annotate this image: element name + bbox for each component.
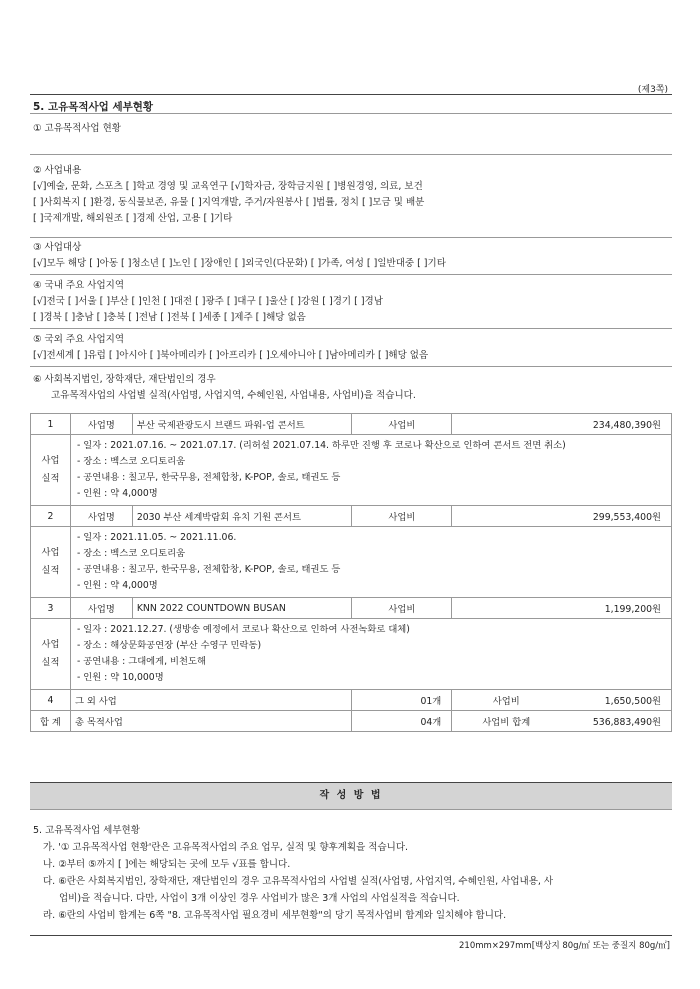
overseas-box	[30, 329, 672, 367]
target-line: [√]모두 해당 [ ]아동 [ ]청소년 [ ]노인 [ ]장애인 [ ]외국인(다문화) [ ]가족, 여성 [ ]일반대중 [ ]기타	[33, 258, 446, 269]
project-details	[70, 619, 671, 690]
guide-title: 5. 고유목적사업 세부현황	[33, 825, 140, 836]
cost-label: 사업비	[352, 598, 452, 619]
status-box	[30, 113, 672, 155]
guide-item: 라. ⑥란의 사업비 합계는 6쪽 "8. 고유목적사업 필요경비 세부현황"의 당기 목적사업비 합계와 일치해야 합니다.	[43, 910, 507, 921]
detail-line: - 공연내용 : 칠고무, 한국무용, 전체합창, K-POP, 솔로, 태권도 등	[76, 472, 341, 483]
total-row	[31, 711, 672, 732]
domestic-heading: ④ 국내 주요 사업지역	[33, 280, 124, 291]
others-label: 그 외 사업	[70, 690, 352, 711]
project-header-row	[31, 506, 672, 527]
detail-line: - 장소 : 해상문화공연장 (부산 수영구 민락동)	[76, 640, 262, 651]
detail-line: - 공연내용 : 그대에게, 비천도해	[76, 656, 206, 667]
others-count: 01개	[352, 690, 452, 711]
domestic-box	[30, 275, 672, 329]
paper-size: 210mm×297mm[백상지 80g/㎡ 또는 중질지 80g/㎡]	[459, 941, 670, 951]
detail-line: - 인원 : 약 10,000명	[76, 672, 164, 683]
detail-line: - 일자 : 2021.12.27. (생방송 예정에서 코로나 확산으로 인하여 사전녹화로 대체)	[76, 624, 410, 635]
detail-line: - 장소 : 벡스코 오디토리움	[76, 456, 186, 467]
business-line: [√]예술, 문화, 스포츠 [ ]학교 경영 및 교육연구 [√]학자금, 장학금지원 [ ]병원경영, 의료, 보건	[33, 181, 423, 192]
others-no: 4	[31, 690, 71, 711]
guide-item: 가. '① 고유목적사업 현황'란은 고유목적사업의 주요 업무, 실적 및 향후계획을 적습니다.	[43, 842, 409, 853]
guide-item: 나. ②부터 ⑤까지 [ ]에는 해당되는 곳에 모두 √표를 합니다.	[43, 859, 291, 870]
project-header-row	[31, 414, 672, 435]
project-details	[70, 435, 671, 506]
target-box	[30, 238, 672, 275]
detail-line: - 일자 : 2021.07.16. ~ 2021.07.17. (리허설 2021.07.14. 하루만 진행 후 코로나 확산으로 인하여 콘서트 전면 취소)	[76, 440, 566, 451]
name-label: 사업명	[70, 414, 132, 435]
perf-label: 사업 실적	[31, 435, 71, 506]
project-no: 3	[31, 598, 71, 619]
project-cost: 299,553,400원	[452, 506, 672, 527]
total-label: 합 계	[31, 711, 71, 732]
total-name: 총 목적사업	[70, 711, 352, 732]
project-no: 1	[31, 414, 71, 435]
perf-label: 사업 실적	[31, 619, 71, 690]
welfare-box	[30, 367, 672, 413]
section-title: 5. 고유목적사업 세부현황	[33, 101, 154, 113]
domestic-line: [ ]경북 [ ]충남 [ ]충북 [ ]전남 [ ]전북 [ ]세종 [ ]제주 [ ]해당 없음	[33, 312, 306, 323]
project-name: 부산 국제관광도시 브랜드 파워-업 콘서트	[132, 414, 352, 435]
project-cost: 1,199,200원	[452, 598, 672, 619]
cost-label: 사업비	[352, 414, 452, 435]
project-header-row	[31, 598, 672, 619]
detail-line: - 일자 : 2021.11.05. ~ 2021.11.06.	[76, 532, 237, 543]
detail-line: - 인원 : 약 4,000명	[76, 488, 158, 499]
project-name: 2030 부산 세계박람회 유치 기원 콘서트	[132, 506, 352, 527]
name-label: 사업명	[70, 598, 132, 619]
target-heading: ③ 사업대상	[33, 242, 82, 253]
guide-section	[33, 822, 673, 924]
bottom-rule	[30, 935, 672, 936]
project-no: 2	[31, 506, 71, 527]
name-label: 사업명	[70, 506, 132, 527]
top-rule	[30, 94, 672, 95]
detail-line: - 공연내용 : 칠고무, 한국무용, 전체합창, K-POP, 솔로, 태권도 등	[76, 564, 341, 575]
others-cost-label: 사업비	[492, 696, 520, 707]
total-count: 04개	[352, 711, 452, 732]
detail-line: - 인원 : 약 4,000명	[76, 580, 158, 591]
project-cost: 234,480,390원	[452, 414, 672, 435]
project-detail-row	[31, 527, 672, 598]
overseas-heading: ⑤ 국외 주요 사업지역	[33, 334, 124, 345]
others-cost: 1,650,500원	[604, 696, 661, 707]
project-detail-row	[31, 619, 672, 690]
others-cost-cell	[452, 690, 672, 711]
project-details	[70, 527, 671, 598]
perf-label: 사업 실적	[31, 527, 71, 598]
total-cost: 536,883,490원	[592, 717, 661, 728]
cost-label: 사업비	[352, 506, 452, 527]
total-cost-cell	[452, 711, 672, 732]
welfare-heading: ⑥ 사회복지법인, 장학재단, 재단법인의 경우	[33, 374, 216, 385]
project-name: KNN 2022 COUNTDOWN BUSAN	[132, 598, 352, 619]
domestic-line: [√]전국 [ ]서울 [ ]부산 [ ]인천 [ ]대전 [ ]광주 [ ]대구 [ ]울산 [ ]강원 [ ]경기 [ ]경남	[33, 296, 383, 307]
project-detail-row	[31, 435, 672, 506]
overseas-line: [√]전세계 [ ]유럽 [ ]아시아 [ ]북아메리카 [ ]아프리카 [ ]오세아니아 [ ]남아메리카 [ ]해당 없음	[33, 350, 429, 361]
page-number: (제3쪽)	[637, 85, 668, 95]
others-row	[31, 690, 672, 711]
business-box	[30, 155, 672, 238]
detail-line: - 장소 : 벡스코 오디토리움	[76, 548, 186, 559]
business-line: [ ]사회복지 [ ]환경, 동식물보존, 유물 [ ]지역개발, 주거/자원봉사 [ ]법률, 정치 [ ]모금 및 배분	[33, 197, 425, 208]
welfare-note: 고유목적사업의 사업별 실적(사업명, 사업지역, 수혜인원, 사업내용, 사업비)을 적습니다.	[51, 390, 416, 401]
total-cost-label: 사업비 합계	[482, 717, 531, 728]
business-heading: ② 사업내용	[33, 165, 82, 176]
business-line: [ ]국제개발, 해외원조 [ ]경제 산업, 고용 [ ]기타	[33, 213, 233, 224]
guide-item-cont: 업비)을 적습니다. 다만, 사업이 3개 이상인 경우 사업비가 많은 3개 사업의 사업실적을 적습니다.	[59, 893, 460, 904]
guide-item: 다. ⑥란은 사회복지법인, 장학재단, 재단법인의 경우 고유목적사업의 사업별 실적(사업명, 사업지역, 수혜인원, 사업내용, 사	[43, 876, 554, 887]
project-table	[30, 413, 672, 732]
writing-method-band: 작 성 방 법	[30, 782, 672, 810]
status-heading: ① 고유목적사업 현황	[33, 123, 121, 134]
